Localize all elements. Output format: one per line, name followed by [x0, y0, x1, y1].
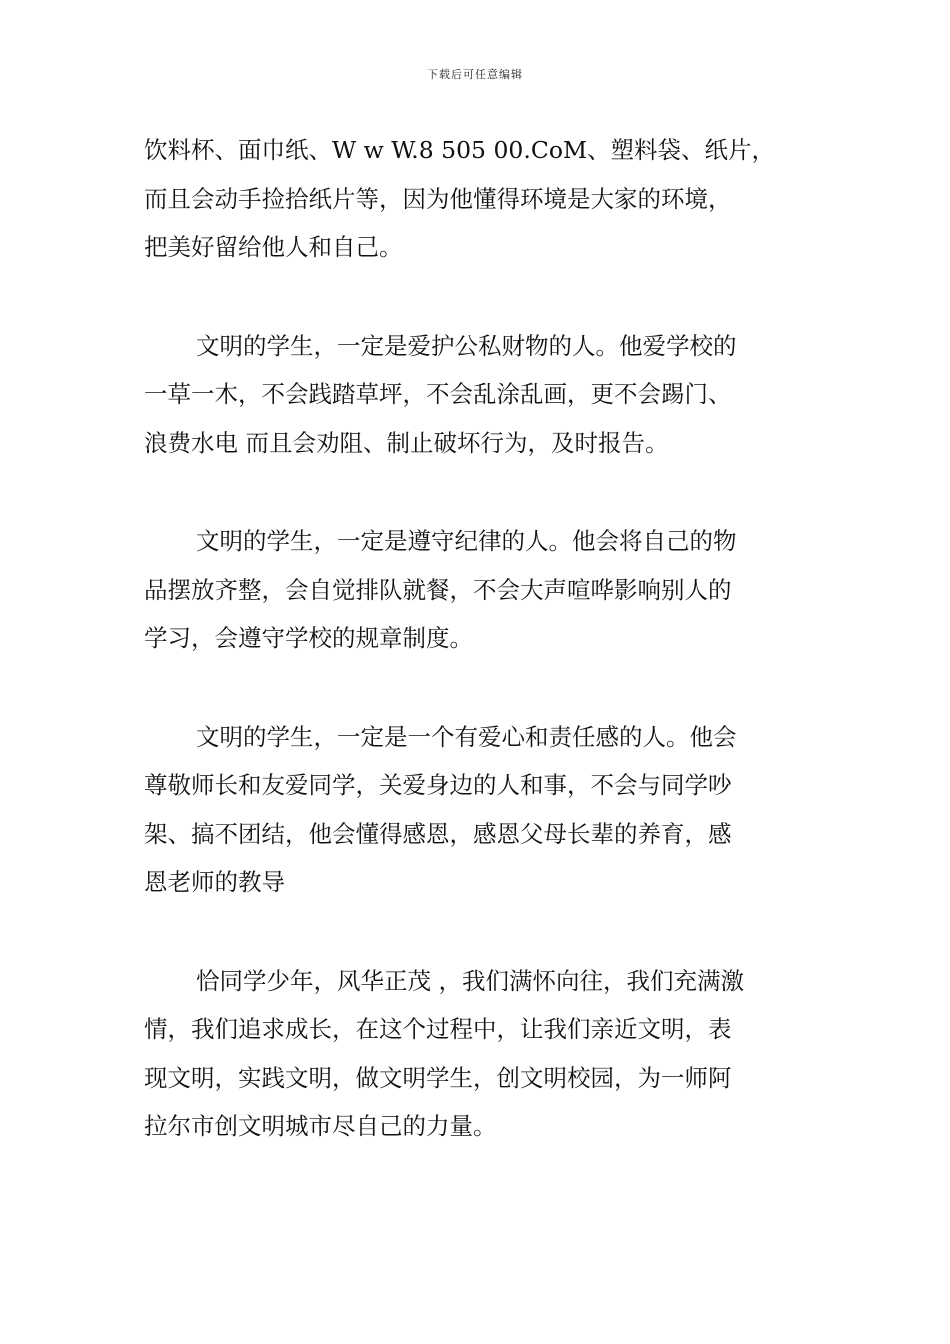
text-line: 一草一木，不会践踏草坪，不会乱涂乱画，更不会踢门、 — [144, 380, 732, 408]
text-line: 文明的学生，一定是遵守纪律的人。他会将自己的物 — [196, 527, 737, 555]
paragraph-5 — [144, 957, 824, 1151]
text-line: 而且会动手捡拾纸片等，因为他懂得环境是大家的环境， — [144, 184, 732, 213]
text-line: 文明的学生，一定是一个有爱心和责任感的人。他会 — [196, 722, 737, 751]
text-line: 拉尔市创文明城市尽自己的力量。 — [144, 1112, 497, 1140]
text-line: 架、搞不团结，他会懂得感恩，感恩父母长辈的养育，感 — [144, 819, 732, 848]
document-body — [144, 126, 824, 1201]
text-line: 现文明，实践文明，做文明学生，创文明校园，为一师阿 — [144, 1063, 732, 1092]
page-header: 下载后可任意编辑 — [427, 68, 523, 81]
paragraph-3 — [144, 517, 824, 663]
text-line: 情，我们追求成长，在这个过程中，让我们亲近文明，表 — [144, 1015, 732, 1043]
paragraph-4 — [144, 713, 824, 907]
text-line: 浪费水电 而且会劝阻、制止破坏行为，及时报告。 — [144, 428, 669, 457]
text-line: 恰同学少年，风华正茂 ，我们满怀向往，我们充满激 — [196, 966, 744, 995]
paragraph-1 — [144, 126, 824, 272]
paragraph-2 — [144, 322, 824, 468]
text-line: 学习，会遵守学校的规章制度。 — [144, 624, 473, 652]
text-line: 尊敬师长和友爱同学，关爱身边的人和事，不会与同学吵 — [144, 771, 732, 799]
text-line: 饮料杯、面巾纸、W w W.8 505 00.CoM、塑料袋、纸片， — [144, 136, 776, 164]
text-line: 文明的学生，一定是爱护公私财物的人。他爱学校的 — [196, 331, 737, 360]
text-line: 把美好留给他人和自己。 — [144, 233, 403, 261]
text-line: 恩老师的教导 — [144, 868, 285, 896]
text-line: 品摆放齐整，会自觉排队就餐，不会大声喧哗影响别人的 — [144, 575, 732, 604]
